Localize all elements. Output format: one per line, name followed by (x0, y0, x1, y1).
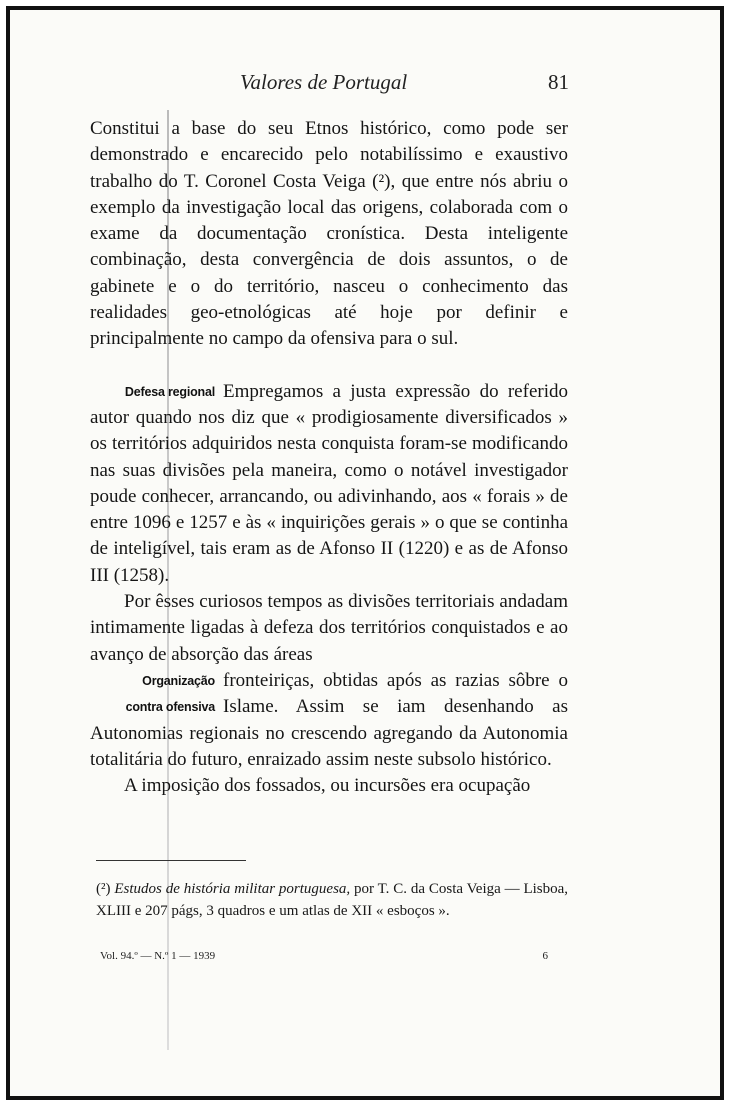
footnote (96, 878, 568, 922)
volume-line: Vol. 94.º — N.º 1 — 1939 (100, 950, 216, 962)
section-defesa-regional (90, 379, 568, 589)
margin-note-defesa-regional: Defesa regional (124, 384, 215, 399)
footnote-rule (96, 860, 246, 861)
section-organizacao (90, 668, 568, 773)
paragraph-3-rest: fronteiriças, obtidas após as razias sôbre o Islame. Assim se iam desenhando as Autonomias regionais no crescendo agregando da Autonomia totalitária do futuro, enraizado assim neste subsolo histórico. (90, 669, 568, 770)
footnote-text: por T. C. da Costa Veiga — Lisboa, XLIII e 207 págs, 3 quadros e um atlas de XII « esboços ». (96, 881, 569, 919)
paragraph-1: Constitui a base do seu Etnos histórico, como pode ser demonstrado e encarecido pelo notabilíssimo e exaustivo trabalho do T. Coronel Costa Veiga (²), que entre nós abriu o exemplo da investigação local das origens, colaborada com o exame da documentação cronística. Desta inteligente combinação, desta convergência de dois assuntos, o de gabinete e o do território, nasceu o conhecimento das realidades geo-etnológicas até hoje por definir e principalmente no campo da ofensiva para o sul. (90, 118, 568, 350)
printer-signature (100, 950, 548, 970)
paragraph-4: A imposição dos fossados, ou incursões era ocupação (124, 775, 531, 797)
footnote-title: Estudos de história militar portuguesa, (114, 881, 351, 897)
running-head (10, 70, 720, 100)
running-title: Valores de Portugal (240, 70, 408, 94)
margin-note-line-1: Organização (142, 673, 215, 688)
page-number: 81 (548, 70, 569, 94)
margin-note-line-2: contra ofensiva (125, 699, 215, 714)
paragraph-3-start: Por êsses curiosos tempos as divisões territoriais andadam intimamente ligadas à defeza dos territórios conquistados e ao avanço de absorção das áreas (90, 591, 568, 665)
paragraph-2: Empregamos a justa expressão do referido autor quando nos diz que « prodigiosamente diversificados » os territórios adquiridos nesta conquista foram-se modificando nas suas divisões pela maneira, como o notável investigador poude conhecer, arrancando, ou adivinhando, aos « forais » de entre 1096 e 1257 e às « inquirições gerais » o que se continha de inteligível, tais eram as de Afonso II (1220) e as de Afonso III (1258). (90, 380, 568, 586)
margin-note-organizacao (90, 668, 215, 720)
book-page (6, 6, 724, 1100)
footnote-marker: (²) (96, 881, 111, 897)
main-text (90, 116, 568, 799)
sheet-number: 6 (542, 950, 548, 962)
